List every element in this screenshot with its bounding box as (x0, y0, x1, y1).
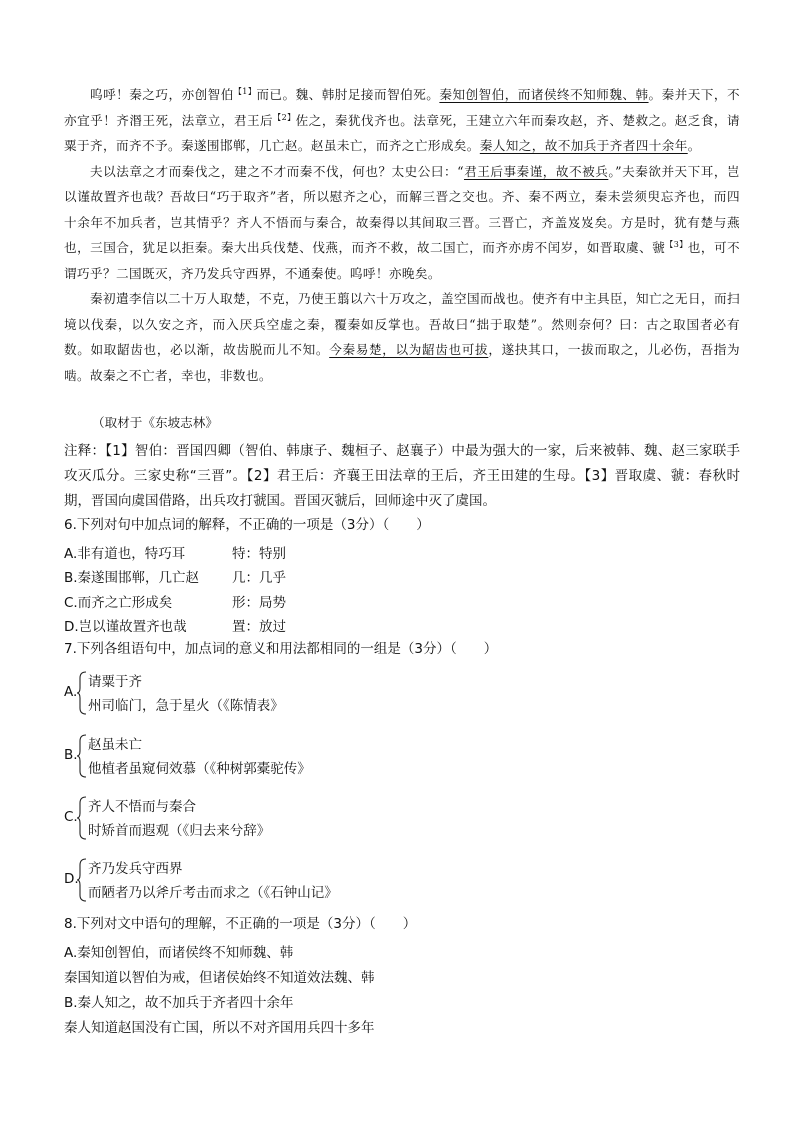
note-marker-1: 【1】 (233, 86, 257, 96)
text-run: 夫以法章之才而秦伐之，建之不才而秦不伐，何也？太史公曰：“ (90, 163, 464, 179)
option-letter: D. (64, 871, 79, 887)
q7-option-c[interactable] (64, 795, 524, 845)
passage-paragraph-1 (64, 82, 740, 159)
option-sentence: B.秦遂围邯郸，几亡赵 (64, 570, 200, 586)
underlined-sentence: 秦人知之，故不加兵于齐者四十余年 (479, 138, 688, 153)
option-letter: A. (64, 684, 78, 700)
passage-source: （取材于《东坡志林》 (92, 415, 218, 430)
q6-option-a[interactable] (64, 542, 286, 562)
question-8-stem: 8.下列对文中语句的理解，不正确的一项是（3分）（ ） (64, 916, 417, 932)
text-run: 呜呼！秦之巧，亦创智伯 (90, 87, 234, 102)
option-line-2: 州司临门，急于星火（《陈情表》 (88, 698, 284, 714)
passage-paragraph-2 (64, 159, 740, 287)
q8-option-b-explanation: 秦人知道赵国没有亡国，所以不对齐国用兵四十多年 (64, 1020, 375, 1036)
underlined-sentence: 秦知创智伯，而诸侯终不知师魏、韩 (439, 87, 649, 102)
brace-icon (76, 733, 88, 779)
text-run: 也，可不谓巧乎？二国既灭，齐乃发兵守西界，不通秦使。呜呼！亦晚矣。 (64, 240, 741, 281)
annotations: 注释：【1】智伯：晋国四卿（智伯、韩康子、魏桓子、赵襄子）中最为强大的一家，后来被韩、魏、赵三家联手攻灭瓜分。三家史称“三晋”。【2】君王后：齐襄王田法章的王后，齐王田建的生母。【3】晋取虞、虢：春秋时期，晋国向虞国借路，出兵攻打虢国。晋国灭虢后，回师途中灭了虞国。 (64, 443, 740, 509)
q6-option-d[interactable] (64, 615, 286, 635)
underlined-sentence: 今秦易楚，以为龆齿也可拔 (329, 342, 489, 357)
underlined-sentence: 君王后事秦谨，故不被兵 (463, 163, 609, 179)
option-line-2: 他植者虽窥伺效慕（《种树郭橐驼传》 (88, 761, 311, 777)
brace-icon (76, 670, 88, 716)
option-sentence: C.而齐之亡形成矣 (64, 595, 173, 611)
option-sentence: A.非有道也，特巧耳 (64, 546, 186, 562)
note-marker-3: 【3】 (665, 239, 688, 249)
option-line-1: 赵虽未亡 (88, 737, 142, 753)
brace-icon (76, 857, 88, 903)
text-run: 而已。魏、韩肘足接而智伯死。 (256, 87, 440, 102)
option-gloss: 置：放过 (232, 619, 286, 635)
option-line-1: 请粟于齐 (88, 674, 142, 690)
question-7-stem: 7.下列各组语句中，加点词的意义和用法都相同的一组是（3分）（ ） (64, 641, 498, 657)
text-run: 。”夫秦欲并天下耳，岂以谨故置齐也哉？吾故曰“巧于取齐”者，所以慰齐之心，而解三晋之交也。齐、秦不两立，秦未尝须臾忘齐也，而四十余年不加兵者，岂其情乎？齐人不悟而与秦合，故秦得以其间取三晋。三晋亡，齐盖岌岌矣。方是时，犹有楚与燕也，三国合，犹足以拒秦。秦大出兵伐楚、伐燕，而齐不救，故二国亡，而齐亦虏不闰岁，如晋取虞、虢 (64, 163, 741, 255)
option-gloss: 几：几乎 (232, 570, 286, 586)
q6-option-b[interactable] (64, 566, 286, 586)
note-marker-2: 【2】 (273, 112, 296, 122)
option-line-1: 齐乃发兵守西界 (88, 861, 183, 877)
brace-icon (76, 795, 88, 841)
classical-passage (64, 82, 740, 388)
option-letter: B. (64, 747, 78, 763)
text-run: 。 (687, 138, 701, 153)
question-6-stem: 6.下列对句中加点词的解释，不正确的一项是（3分）（ ） (64, 517, 430, 533)
text-run: 秦初遣李信以二十万人取楚，不克，乃使王翦以六十万攻之，盖空国而战也。使齐有中主具臣，知亡之无日，而扫境以伐秦，以久安之齐，而入厌兵空虚之秦，覆秦如反掌也。吾故曰“拙于取楚”。然则奈何？曰：古之取国者必有数。如取龆齿也，必以渐，故齿脱而儿不知。 (64, 291, 740, 357)
option-letter: C. (64, 809, 78, 825)
q8-option-b[interactable]: B.秦人知之，故不加兵于齐者四十余年 (64, 995, 294, 1011)
q7-option-d[interactable] (64, 857, 524, 907)
option-line-2: 而陋者乃以斧斤考击而求之（《石钟山记》 (88, 885, 338, 901)
q7-option-a[interactable] (64, 670, 524, 720)
q8-option-a-explanation: 秦国知道以智伯为戒，但诸侯始终不知道效法魏、韩 (64, 970, 375, 986)
passage-paragraph-3 (64, 286, 740, 388)
text-run: ，遂抉其口，一拔而取之，儿必伤，吾指为啮。故秦之不亡者，幸也，非数也。 (64, 342, 740, 383)
q8-option-a[interactable]: A.秦知创智伯，而诸侯终不知师魏、韩 (64, 945, 294, 961)
option-line-1: 齐人不悟而与秦合 (88, 799, 196, 815)
text-run: 佐之，秦犹伐齐也。法章死，王建立六年而秦攻赵，齐、楚救之。赵乏食，请粟于齐，而齐不予。秦遂围邯郸，几亡赵。赵虽未亡，而齐之亡形成矣。 (64, 112, 740, 153)
text-run: 。秦并天下，不亦宜乎！齐湣王死，法章立，君王后 (64, 87, 740, 128)
q6-option-c[interactable] (64, 591, 286, 611)
option-gloss: 特：特别 (232, 546, 286, 562)
option-sentence: D.岂以谨故置齐也哉 (64, 619, 187, 635)
q7-option-b[interactable] (64, 733, 524, 783)
option-line-2: 时矫首而遐观（《归去来兮辞》 (88, 823, 271, 839)
option-gloss: 形：局势 (232, 595, 286, 611)
